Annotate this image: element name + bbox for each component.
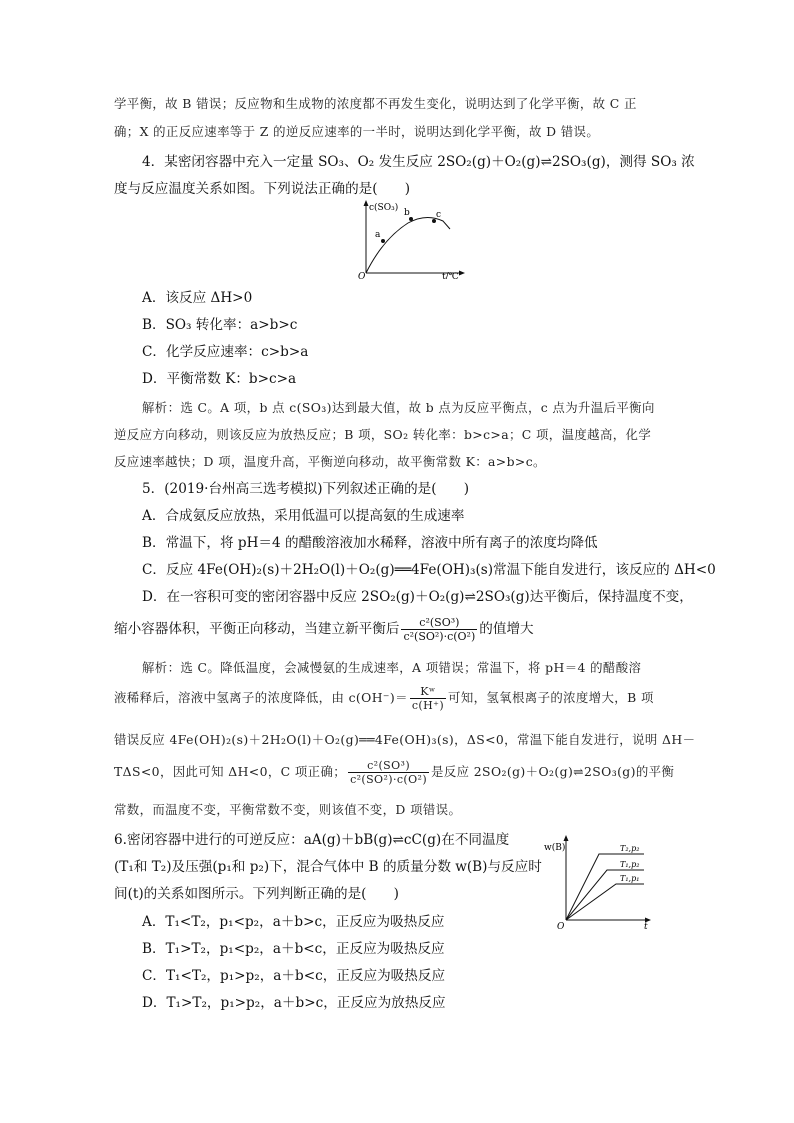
point-c-label: c xyxy=(436,210,442,220)
option-d: D．平衡常数 K：b>c>a xyxy=(142,371,297,387)
explanation-line: 液稀释后，溶液中氢离子的浓度降低，由 c(OH⁻)＝ $\frac{\text{Kʷ}}{c(H^+)}$ 可知，氢氧根离子的浓度增大，B 项 xyxy=(114,685,654,712)
option-b: B．常温下，将 pH＝4 的醋酸溶液加水稀释，溶液中所有离子的浓度均降低 xyxy=(142,535,598,551)
option-b: B．T₁>T₂，p₁<p₂，a＋b<c，正反应为吸热反应 xyxy=(142,941,445,957)
figure-6 xyxy=(544,832,656,934)
figure-4 xyxy=(348,197,468,283)
fraction: $\frac{\text{Kʷ}}{c(H^+)}$ xyxy=(411,685,445,712)
question-4-stem: 4．某密闭容器中充入一定量 SO₃、O₂ 发生反应 2SO₂(g)＋O₂(g)⇌2SO₃(g)，测得 SO₃ 浓 xyxy=(142,154,695,170)
question-5-stem: 5．(2019·台州高三选考模拟)下列叙述正确的是( ) xyxy=(142,481,470,497)
explanation-line: 逆反应方向移动，则该反应为放热反应；B 项，SO₂ 转化率：b>c>a；C 项，温度越高，化学 xyxy=(114,427,652,442)
option-d-continued: 缩小容器体积，平衡正向移动，当建立新平衡后 $\frac{\text{c²(SO³)}}{\text{c²(SO²)·c(O²)}}$ 的值增大 xyxy=(114,616,534,643)
question-4-stem: 度与反应温度关系如图。下列说法正确的是( ) xyxy=(114,181,411,197)
x-axis-label: t/℃ xyxy=(442,272,459,279)
explanation-line: 确；X 的正反应速率等于 Z 的逆反应速率的一半时，说明达到化学平衡，故 D 错误。 xyxy=(114,124,600,139)
curve-label: T₁,p₂ xyxy=(620,860,640,869)
x-axis-label: t xyxy=(644,922,648,930)
explanation-line: 学平衡，故 B 错误；反应物和生成物的浓度都不再发生变化，说明达到了化学平衡，故 C 正 xyxy=(114,96,637,111)
explanation-line: 解析：选 C。降低温度，会减慢氨的生成速率，A 项错误；常温下，将 pH＝4 的醋酸溶 xyxy=(142,660,642,675)
option-a: A．合成氨反应放热，采用低温可以提高氨的生成速率 xyxy=(142,508,465,524)
point-b-label: b xyxy=(404,208,410,218)
option-d: D．在一容积可变的密闭容器中反应 2SO₂(g)＋O₂(g)⇌2SO₃(g)达平衡后，保持温度不变， xyxy=(142,589,693,605)
question-6-stem: 间(t)的关系如图所示。下列判断正确的是( ) xyxy=(114,886,399,902)
curve-label: T₂,p₂ xyxy=(620,844,640,853)
fraction: $\frac{\text{c²(SO³)}}{\text{c²(SO²)·c(O²)}}$ xyxy=(403,616,476,643)
y-axis-label: w(B) xyxy=(544,843,566,853)
point-a-label: a xyxy=(375,230,381,240)
explanation-line: 解析：选 C。A 项，b 点 c(SO₃)达到最大值，故 b 点为反应平衡点，c 点为升温后平衡向 xyxy=(142,400,655,415)
question-6-stem: (T₁和 T₂)及压强(p₁和 p₂)下，混合气体中 B 的质量分数 w(B)与反应时 xyxy=(114,859,542,875)
option-c: C．化学反应速率：c>b>a xyxy=(142,344,309,360)
y-axis-label: c(SO₃) xyxy=(369,203,399,213)
option-d: D．T₁>T₂，p₁>p₂，a＋b>c，正反应为放热反应 xyxy=(142,995,446,1011)
explanation-line: 反应速率越快；D 项，温度升高，平衡逆向移动，故平衡常数 K：a>b>c。 xyxy=(114,454,546,469)
option-a: A．T₁<T₂，p₁<p₂，a＋b>c，正反应为吸热反应 xyxy=(142,914,445,930)
fraction: $\frac{\text{c²(SO³)}}{\text{c²(SO²)·c(O²)}}$ xyxy=(350,759,428,786)
explanation-line: 错误反应 4Fe(OH)₂(s)＋2H₂O(l)＋O₂(g)══4Fe(OH)₃(s)，ΔS<0，常温下能自发进行，说明 ΔH－ xyxy=(114,732,696,747)
option-c: C．反应 4Fe(OH)₂(s)＋2H₂O(l)＋O₂(g)══4Fe(OH)₃(s)常温下能自发进行，该反应的 ΔH<0 xyxy=(142,562,716,578)
origin-label: O xyxy=(358,272,366,279)
question-6-stem: 6.密闭容器中进行的可逆反应：aA(g)＋bB(g)⇌cC(g)在不同温度 xyxy=(114,832,510,848)
option-b: B．SO₃ 转化率：a>b>c xyxy=(142,317,298,333)
origin-label: O xyxy=(557,922,565,930)
explanation-line: TΔS<0，因此可知 ΔH<0，C 项正确； $\frac{\text{c²(SO³)}}{\text{c²(SO²)·c(O²)}}$ 是反应 2SO₂(g)＋O₂(g)⇌2SO₃(g)的平衡 xyxy=(114,759,675,786)
option-c: C．T₁<T₂，p₁>p₂，a＋b<c，正反应为吸热反应 xyxy=(142,968,446,984)
curve-label: T₁,p₁ xyxy=(620,874,640,883)
option-a: A．该反应 ΔH>0 xyxy=(142,290,253,306)
explanation-line: 常数，而温度不变，平衡常数不变，则该值不变，D 项错误。 xyxy=(114,802,462,817)
